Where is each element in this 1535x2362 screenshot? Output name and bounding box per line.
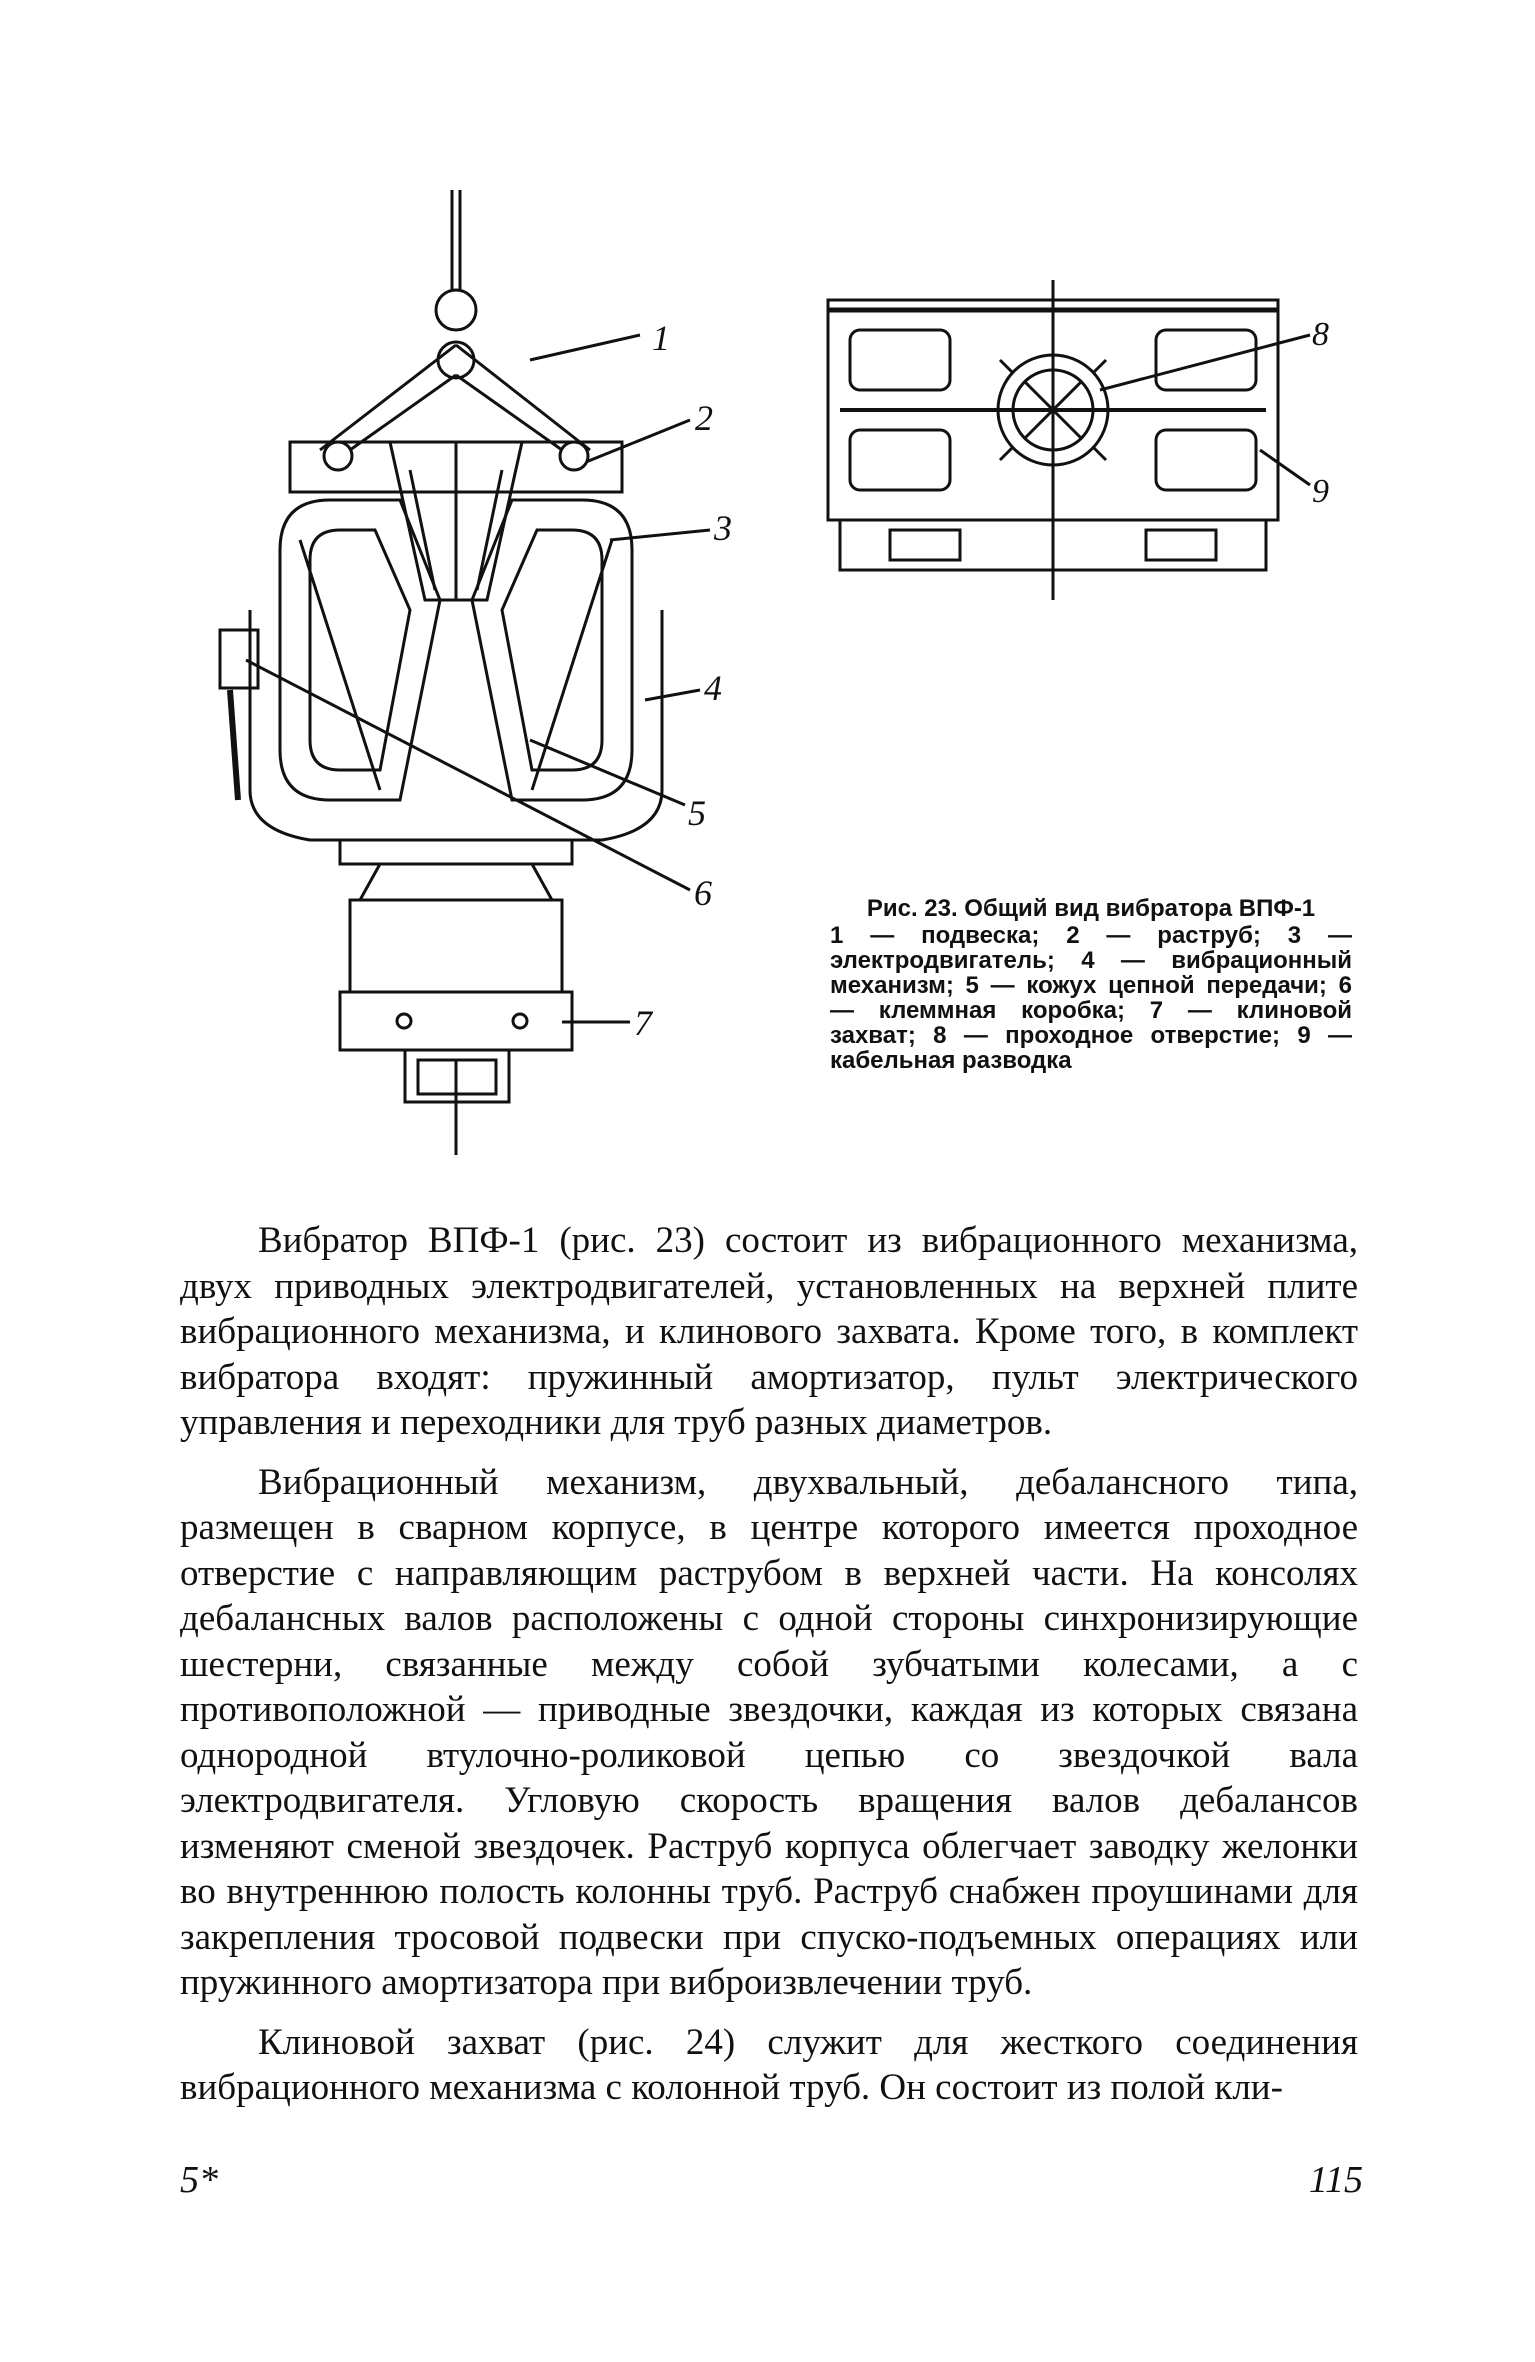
paragraph-2: Вибрационный механизм, двухвальный, дебалансного типа, размещен в сварном корпусе, в центре которого имеется проходное отверстие с направляющим раструбом в верхней части. На консолях дебалансных валов расположены с одной стороны синхронизирующие шестерни, связанные между собой зубчатыми колесами, а с противоположной — приводные звездочки, каждая из которых связана однородной втулочно-роликовой цепью со звездочкой вала электродвигателя. Угловую скорость вращения валов дебалансов изменяют сменой звездочек. Раструб корпуса облегчает заводку желонки во внутреннюю полость колонны труб. Раструб снабжен проушинами для закрепления тросовой подвески при спуско-подъемных операциях или пружинного амортизатора при виброизвлечении труб.: [180, 1461, 1358, 2003]
callout-1: 1: [652, 318, 670, 358]
caption-legend: 1 — подвеска; 2 — раструб; 3 — электродвигатель; 4 — вибрационный механизм; 5 — кожух цепной передачи; 6 — клеммная коробка; 7 — клиновой захват; 8 — проходное отверстие; 9 — кабельная разводка: [830, 922, 1352, 1074]
vibrator-front-drawing: [190, 180, 770, 1165]
callout-3: 3: [714, 508, 732, 548]
callout-4: 4: [704, 668, 722, 708]
figure-caption: [830, 896, 1352, 1073]
callout-7: 7: [634, 1003, 652, 1043]
vibrator-top-drawing: [800, 280, 1360, 610]
figure-front-view: [190, 180, 770, 1165]
callout-9: 9: [1312, 473, 1329, 510]
figure-top-view: [800, 280, 1360, 610]
caption-title: Рис. 23. Общий вид вибратора ВПФ-1: [866, 895, 1316, 922]
body-text: [180, 1218, 1358, 2125]
signature-mark: 5*: [180, 2159, 218, 2201]
page-number: 115: [1308, 2159, 1363, 2201]
callout-8: 8: [1312, 316, 1329, 353]
paragraph-1: Вибратор ВПФ-1 (рис. 23) состоит из вибрационного механизма, двух приводных электродвигателей, установленных на верхней плите вибрационного механизма, и клинового захвата. Кроме того, в комплект вибратора входят: пружинный амортизатор, пульт электрического управления и переходники для труб разных диаметров.: [180, 1220, 1358, 1443]
callout-2: 2: [695, 398, 713, 438]
paragraph-3: Клиновой захват (рис. 24) служит для жесткого соединения вибрационного механизма с колонной труб. Он состоит из полой кли-: [180, 2021, 1358, 2108]
callout-5: 5: [688, 793, 706, 833]
callout-6: 6: [694, 873, 712, 913]
